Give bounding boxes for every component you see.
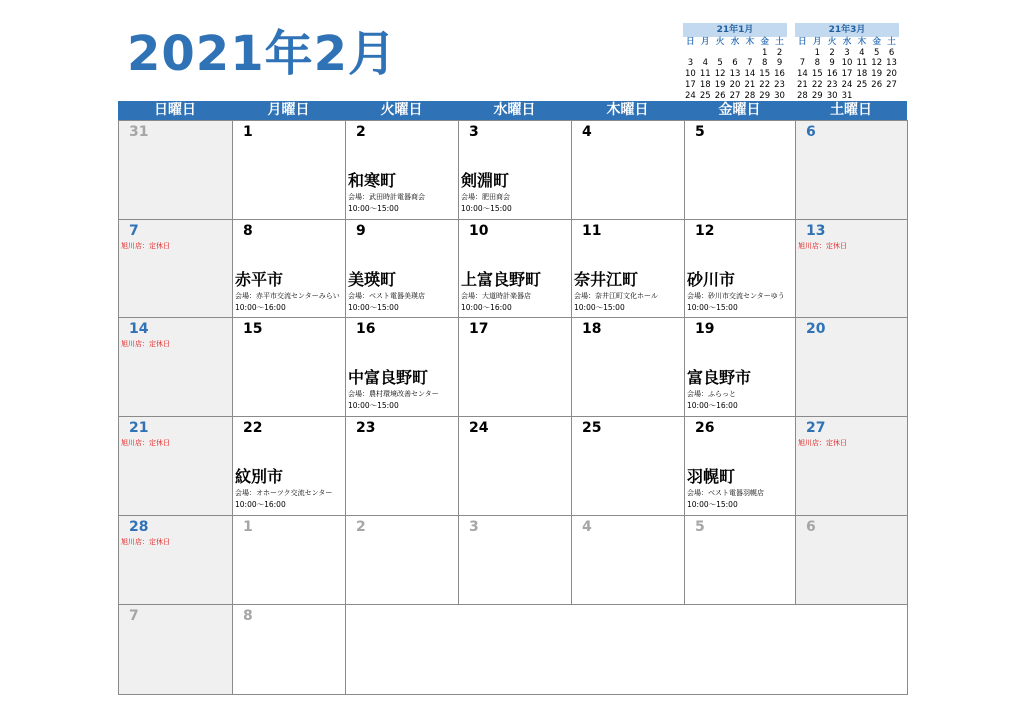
mini-day: 29 bbox=[811, 90, 823, 101]
mini-day: 14 bbox=[797, 69, 808, 80]
mini-day: 15 bbox=[811, 69, 823, 80]
mini-calendar-weekdays bbox=[683, 37, 787, 48]
event bbox=[687, 368, 751, 411]
day-number: 26 bbox=[695, 420, 715, 436]
day-number: 19 bbox=[695, 321, 715, 337]
mini-day: 18 bbox=[699, 79, 711, 90]
weekday-header: 水曜日 bbox=[458, 101, 571, 120]
day-cell bbox=[571, 416, 685, 516]
mini-weekday-label: 火 bbox=[715, 37, 725, 47]
mini-day: 6 bbox=[732, 58, 738, 69]
mini-day: 2 bbox=[829, 47, 835, 58]
mini-day: 7 bbox=[747, 58, 753, 69]
day-cell bbox=[232, 219, 346, 318]
event-time: 10:00～16:00 bbox=[235, 303, 286, 312]
mini-day: 27 bbox=[729, 90, 741, 101]
mini-day bbox=[728, 48, 743, 59]
event-time: 10:00～15:00 bbox=[348, 303, 399, 312]
mini-day: 9 bbox=[776, 58, 783, 69]
closed-day-note: 旭川店：定休日 bbox=[798, 242, 847, 250]
mini-day: 20 bbox=[886, 69, 897, 80]
mini-day: 2 bbox=[776, 47, 783, 58]
mini-day: 11 bbox=[699, 69, 711, 80]
day-number: 6 bbox=[806, 124, 816, 140]
day-cell bbox=[345, 120, 459, 220]
mini-weekday-label: 水 bbox=[842, 37, 852, 47]
mini-calendar-title: 21年1月 bbox=[683, 23, 787, 37]
mini-day: 5 bbox=[874, 47, 880, 58]
event-venue: 会場：赤平市交流センターみらい bbox=[235, 292, 340, 300]
mini-day: 10 bbox=[841, 58, 853, 69]
closed-day-note: 旭川店：定休日 bbox=[798, 439, 847, 447]
event-venue: 会場：ふらっと bbox=[687, 390, 736, 398]
event-town: 剣淵町 bbox=[461, 171, 510, 190]
event-venue: 会場：農村環境改善センター bbox=[348, 390, 439, 398]
day-cell bbox=[458, 317, 572, 417]
day-cell bbox=[118, 515, 233, 605]
mini-calendar-next-month bbox=[795, 23, 899, 101]
day-number: 21 bbox=[129, 420, 149, 436]
weekday-header: 日曜日 bbox=[118, 101, 232, 120]
weekday-header: 火曜日 bbox=[345, 101, 458, 120]
day-cell bbox=[345, 515, 459, 605]
day-cell bbox=[345, 416, 459, 516]
mini-day: 3 bbox=[844, 47, 850, 58]
day-cell bbox=[118, 317, 233, 417]
event-venue: 会場：ベスト電器羽幌店 bbox=[687, 489, 764, 497]
mini-calendar-title: 21年3月 bbox=[795, 23, 899, 37]
event-venue: 会場：肥田商会 bbox=[461, 193, 510, 201]
day-cell bbox=[118, 219, 233, 318]
mini-day: 12 bbox=[871, 58, 883, 69]
mini-day: 7 bbox=[799, 58, 806, 69]
mini-day: 22 bbox=[759, 79, 771, 90]
closed-day-note: 旭川店：定休日 bbox=[121, 439, 170, 447]
mini-day: 30 bbox=[774, 90, 785, 101]
day-number: 13 bbox=[806, 223, 826, 239]
event bbox=[348, 368, 439, 411]
day-cell bbox=[684, 317, 796, 417]
weekday-header: 土曜日 bbox=[795, 101, 907, 120]
mini-day: 25 bbox=[856, 79, 868, 90]
empty-area bbox=[345, 604, 908, 695]
day-cell bbox=[118, 416, 233, 516]
day-cell bbox=[345, 219, 459, 318]
day-number: 10 bbox=[469, 223, 489, 239]
mini-day: 1 bbox=[814, 47, 820, 58]
event-town: 上富良野町 bbox=[461, 270, 542, 289]
event-town: 中富良野町 bbox=[348, 368, 429, 387]
event-time: 10:00～16:00 bbox=[687, 401, 738, 410]
closed-day-note: 旭川店：定休日 bbox=[121, 242, 170, 250]
mini-weekday-label: 金 bbox=[760, 37, 769, 47]
day-number: 18 bbox=[582, 321, 602, 337]
event-time: 10:00～15:00 bbox=[348, 401, 399, 410]
mini-day bbox=[713, 48, 728, 59]
mini-day: 18 bbox=[856, 69, 868, 80]
event-time: 10:00～15:00 bbox=[348, 204, 399, 213]
day-cell bbox=[795, 120, 908, 220]
day-number: 15 bbox=[243, 321, 263, 337]
mini-day: 25 bbox=[699, 90, 711, 101]
mini-day: 21 bbox=[797, 79, 808, 90]
mini-day: 16 bbox=[826, 69, 838, 80]
mini-weekday-label: 水 bbox=[730, 37, 740, 47]
event-time: 10:00～15:00 bbox=[461, 204, 512, 213]
mini-calendar-days bbox=[795, 48, 899, 102]
day-number: 7 bbox=[129, 223, 139, 239]
event-town: 赤平市 bbox=[235, 270, 284, 289]
weekday-header: 木曜日 bbox=[571, 101, 684, 120]
mini-day: 14 bbox=[744, 69, 756, 80]
event-venue: 会場：ベスト電器美瑛店 bbox=[348, 292, 425, 300]
mini-day: 23 bbox=[826, 79, 838, 90]
page-title: 2021年2月 bbox=[127, 26, 397, 82]
day-cell bbox=[118, 120, 233, 220]
mini-day: 4 bbox=[702, 58, 708, 69]
mini-day: 27 bbox=[886, 79, 897, 90]
event-town: 紋別市 bbox=[235, 467, 284, 486]
mini-day bbox=[698, 48, 713, 59]
weekday-header: 金曜日 bbox=[684, 101, 795, 120]
event bbox=[461, 270, 541, 313]
weekday-header: 月曜日 bbox=[232, 101, 345, 120]
day-number: 1 bbox=[243, 124, 253, 140]
mini-calendar-weekdays bbox=[795, 37, 899, 48]
mini-day: 9 bbox=[829, 58, 835, 69]
mini-weekday-label: 木 bbox=[857, 37, 867, 47]
day-number: 12 bbox=[695, 223, 715, 239]
mini-day: 17 bbox=[841, 69, 853, 80]
event-time: 10:00～15:00 bbox=[574, 303, 625, 312]
day-number: 6 bbox=[806, 519, 816, 535]
mini-day: 16 bbox=[774, 69, 785, 80]
mini-day: 30 bbox=[826, 90, 838, 101]
mini-weekday-label: 土 bbox=[887, 37, 896, 47]
day-number: 8 bbox=[243, 608, 253, 624]
day-number: 23 bbox=[356, 420, 376, 436]
mini-day: 1 bbox=[762, 47, 768, 58]
day-number: 11 bbox=[582, 223, 602, 239]
mini-day: 15 bbox=[759, 69, 771, 80]
day-number: 5 bbox=[695, 519, 705, 535]
day-number: 22 bbox=[243, 420, 263, 436]
mini-day: 24 bbox=[685, 90, 696, 101]
event-town: 富良野市 bbox=[687, 368, 752, 387]
mini-day bbox=[683, 48, 698, 59]
mini-day: 8 bbox=[814, 58, 820, 69]
day-cell bbox=[458, 515, 572, 605]
mini-day bbox=[795, 48, 810, 59]
day-number: 7 bbox=[129, 608, 139, 624]
day-cell bbox=[118, 604, 233, 695]
mini-day: 10 bbox=[685, 69, 696, 80]
mini-day: 20 bbox=[729, 79, 741, 90]
event-time: 10:00～16:00 bbox=[235, 500, 286, 509]
day-cell bbox=[232, 120, 346, 220]
mini-day: 19 bbox=[714, 79, 726, 90]
day-number: 3 bbox=[469, 519, 479, 535]
day-cell bbox=[571, 219, 685, 318]
day-number: 31 bbox=[129, 124, 149, 140]
day-number: 16 bbox=[356, 321, 376, 337]
event-town: 奈井江町 bbox=[574, 270, 639, 289]
day-cell bbox=[232, 317, 346, 417]
mini-day: 22 bbox=[811, 79, 823, 90]
day-number: 17 bbox=[469, 321, 489, 337]
day-number: 5 bbox=[695, 124, 705, 140]
mini-weekday-label: 木 bbox=[745, 37, 755, 47]
day-cell bbox=[458, 120, 572, 220]
event bbox=[687, 270, 785, 313]
mini-weekday-label: 火 bbox=[827, 37, 837, 47]
mini-day: 13 bbox=[729, 69, 741, 80]
day-number: 8 bbox=[243, 223, 253, 239]
event bbox=[348, 270, 425, 313]
event-time: 10:00～15:00 bbox=[687, 500, 738, 509]
day-number: 9 bbox=[356, 223, 366, 239]
month-calendar-grid bbox=[118, 101, 907, 694]
day-number: 1 bbox=[243, 519, 253, 535]
event-time: 10:00～15:00 bbox=[687, 303, 738, 312]
mini-day: 29 bbox=[759, 90, 771, 101]
day-number: 4 bbox=[582, 519, 592, 535]
mini-day: 6 bbox=[888, 47, 895, 58]
day-cell bbox=[795, 416, 908, 516]
day-cell bbox=[795, 515, 908, 605]
event bbox=[461, 171, 512, 214]
event-venue: 会場：砂川市交流センターゆう bbox=[687, 292, 785, 300]
day-cell bbox=[571, 515, 685, 605]
mini-weekday-label: 金 bbox=[872, 37, 881, 47]
day-cell bbox=[232, 416, 346, 516]
mini-day: 17 bbox=[685, 79, 696, 90]
event-town: 砂川市 bbox=[687, 270, 736, 289]
mini-calendar-previous-month bbox=[683, 23, 787, 112]
mini-weekday-label: 日 bbox=[686, 37, 695, 47]
day-number: 28 bbox=[129, 519, 149, 535]
event-venue: 会場：武田時計電器商会 bbox=[348, 193, 425, 201]
mini-day: 21 bbox=[744, 79, 756, 90]
mini-weekday-label: 土 bbox=[775, 37, 784, 47]
event bbox=[235, 467, 332, 510]
day-cell bbox=[795, 219, 908, 318]
mini-day: 8 bbox=[762, 58, 768, 69]
mini-weekday-label: 月 bbox=[701, 37, 710, 47]
day-number: 25 bbox=[582, 420, 602, 436]
mini-day: 26 bbox=[714, 90, 726, 101]
closed-day-note: 旭川店：定休日 bbox=[121, 538, 170, 546]
event bbox=[687, 467, 764, 510]
day-cell bbox=[345, 317, 459, 417]
event-time: 10:00～16:00 bbox=[461, 303, 512, 312]
day-number: 24 bbox=[469, 420, 489, 436]
mini-day: 23 bbox=[774, 79, 785, 90]
day-number: 20 bbox=[806, 321, 826, 337]
day-cell bbox=[684, 416, 796, 516]
event bbox=[235, 270, 340, 313]
day-cell bbox=[571, 317, 685, 417]
mini-day: 19 bbox=[871, 69, 883, 80]
day-cell bbox=[458, 219, 572, 318]
mini-day: 13 bbox=[886, 58, 897, 69]
day-cell bbox=[684, 219, 796, 318]
event-town: 和寒町 bbox=[348, 171, 397, 190]
mini-weekday-label: 日 bbox=[798, 37, 807, 47]
event-town: 美瑛町 bbox=[348, 270, 397, 289]
closed-day-note: 旭川店：定休日 bbox=[121, 340, 170, 348]
day-cell bbox=[232, 604, 346, 695]
mini-day: 28 bbox=[744, 90, 756, 101]
event-venue: 会場：大道時計楽器店 bbox=[461, 292, 531, 300]
event-venue: 会場：オホーツク交流センター bbox=[235, 489, 333, 497]
day-number: 27 bbox=[806, 420, 826, 436]
day-number: 14 bbox=[129, 321, 149, 337]
day-cell bbox=[795, 317, 908, 417]
day-cell bbox=[571, 120, 685, 220]
mini-weekday-label: 月 bbox=[813, 37, 822, 47]
mini-day: 26 bbox=[871, 79, 883, 90]
mini-day: 4 bbox=[859, 47, 865, 58]
mini-day bbox=[742, 48, 757, 59]
day-number: 3 bbox=[469, 124, 479, 140]
mini-day: 5 bbox=[717, 58, 723, 69]
day-number: 2 bbox=[356, 519, 366, 535]
event-venue: 会場：奈井江町文化ホール bbox=[574, 292, 658, 300]
event-town: 羽幌町 bbox=[687, 467, 736, 486]
mini-day: 28 bbox=[797, 90, 808, 101]
mini-day: 24 bbox=[841, 79, 853, 90]
event bbox=[348, 171, 425, 214]
mini-day: 3 bbox=[687, 58, 694, 69]
day-cell bbox=[684, 120, 796, 220]
mini-day: 12 bbox=[714, 69, 726, 80]
day-number: 2 bbox=[356, 124, 366, 140]
event bbox=[574, 270, 658, 313]
day-cell bbox=[684, 515, 796, 605]
mini-day: 31 bbox=[841, 90, 853, 101]
day-number: 4 bbox=[582, 124, 592, 140]
mini-day: 11 bbox=[856, 58, 868, 69]
day-cell bbox=[232, 515, 346, 605]
day-cell bbox=[458, 416, 572, 516]
